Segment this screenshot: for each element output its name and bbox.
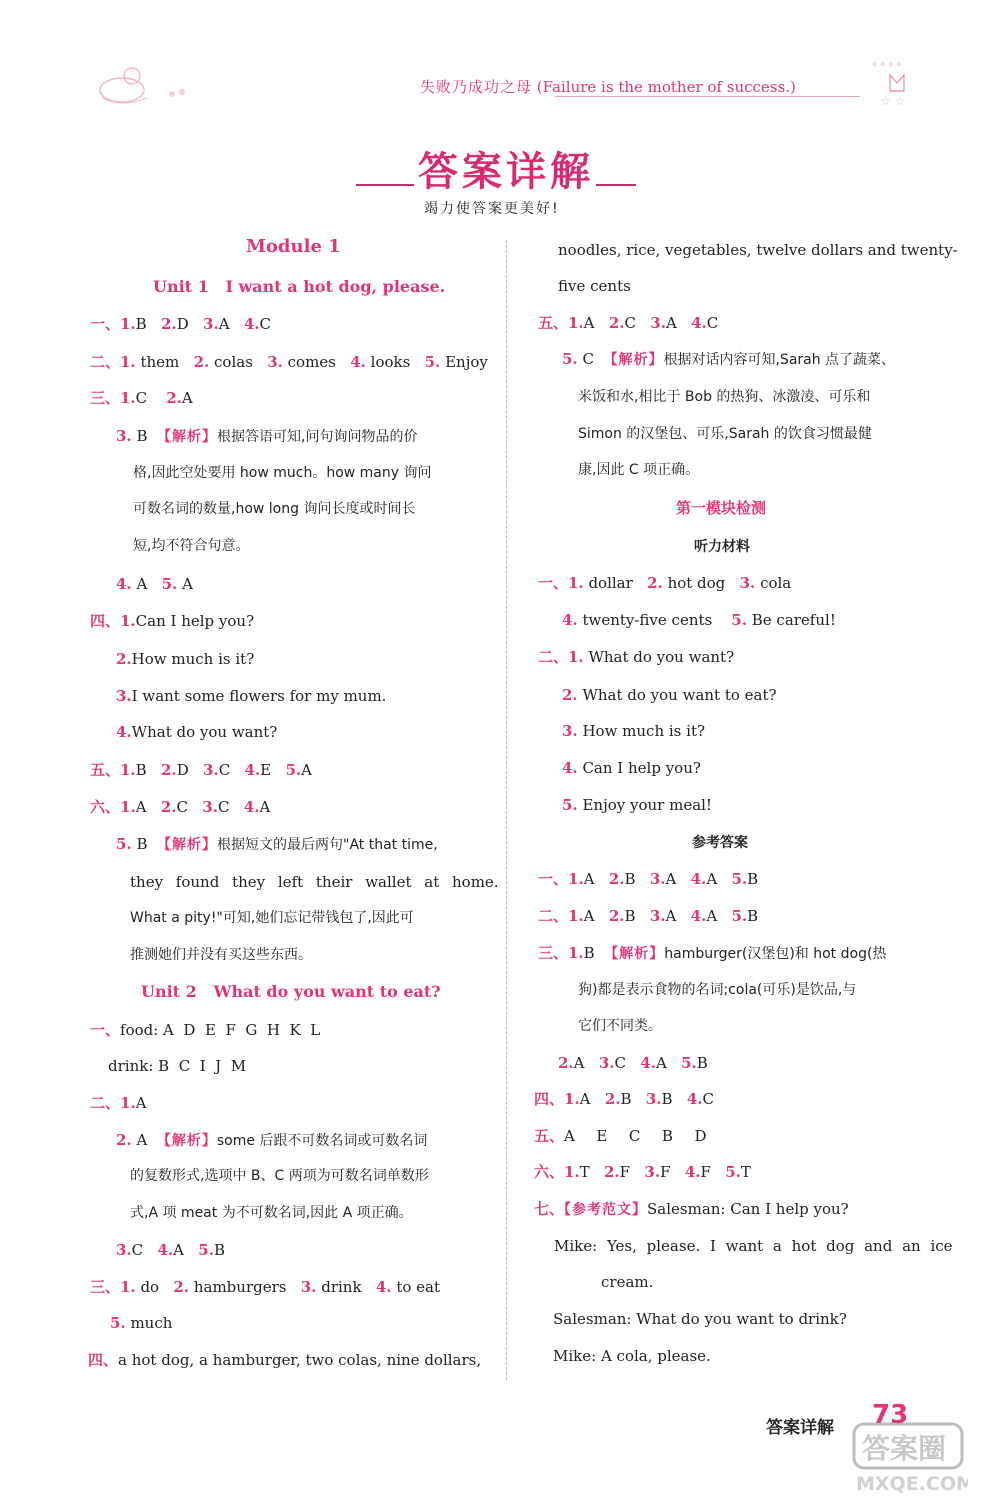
svg-text:* * * *: * * * * xyxy=(872,61,902,72)
A-row-1: 一、1.A 2.B 3.A 4.A 5.B xyxy=(538,870,759,888)
header-underline xyxy=(555,96,860,97)
A-explain-3-line3: 它们不同类。 xyxy=(578,1018,662,1034)
u1-row-4-4: 4.What do you want? xyxy=(116,723,278,741)
L-row-1: 一、1. dollar 2. hot dog 3. cola xyxy=(538,574,792,592)
title-left-rule xyxy=(356,184,414,186)
u1-row-2: 二、1. them 2. colas 3. comes 4. looks 5. Enjoy xyxy=(90,353,488,371)
A-essay-line3: cream. xyxy=(601,1273,654,1291)
A-row-3b: 2.A 3.C 4.A 5.B xyxy=(558,1054,708,1072)
footer-label: 答案详解 xyxy=(766,1418,834,1438)
bird-illustration-icon xyxy=(92,58,212,108)
u2-row-3b: 5. much xyxy=(110,1314,173,1332)
u1-explain-6: 5. B 【解析】根据短文的最后两句"At that time, xyxy=(116,835,438,853)
u1-explain-3-line3: 可数名词的数量,how long 询问长度或时间长 xyxy=(133,501,416,517)
svg-text:MXQE.COM: MXQE.COM xyxy=(856,1473,968,1495)
header-decoration-left xyxy=(92,58,212,108)
module-title: Module 1 xyxy=(246,236,341,257)
L-row-2-1: 二、1. What do you want? xyxy=(538,648,735,666)
L-row-2-2: 2. What do you want to eat? xyxy=(562,686,777,704)
u1-row-3: 三、1.C 2.A xyxy=(90,389,193,407)
reference-answer-title: 参考答案 xyxy=(692,835,748,851)
listening-title: 听力材料 xyxy=(694,539,750,555)
r-explain-5-line2: 米饭和水,相比于 Bob 的热狗、冰激凌、可乐和 xyxy=(578,389,871,405)
A-row-2: 二、1.A 2.B 3.A 4.A 5.B xyxy=(538,907,759,925)
u1-explain-3-line4: 短,均不符合句意。 xyxy=(133,538,250,554)
u1-row-1: 一、1.B 2.D 3.A 4.C xyxy=(90,315,272,333)
header-decoration-right xyxy=(862,55,942,110)
crown-decoration-icon xyxy=(862,55,942,110)
svg-text:答案圈: 答案圈 xyxy=(862,1432,947,1465)
u1-row-5: 五、1.B 2.D 3.C 4.E 5.A xyxy=(90,761,312,779)
A-essay-line2: Mike: Yes, please. I want a hot dog and an ice xyxy=(554,1237,953,1255)
A-explain-3-line2: 狗)都是表示食物的名词;cola(可乐)是饮品,与 xyxy=(578,982,857,998)
u1-row-6: 六、1.A 2.C 3.C 4.A xyxy=(90,798,271,816)
A-essay-line5: Mike: A cola, please. xyxy=(553,1347,711,1365)
unit1-title: Unit 1 I want a hot dog, please. xyxy=(153,277,446,296)
A-explain-3: 三、1.B 【解析】hamburger(汉堡包)和 hot dog(热 xyxy=(538,944,887,962)
A-row-7: 七、【参考范文】Salesman: Can I help you? xyxy=(534,1200,849,1218)
u2-explain-2-line2: 的复数形式,选项中 B、C 两项为可数名词单数形 xyxy=(130,1168,429,1184)
u1-row-3b: 4. A 5. A xyxy=(116,575,193,593)
A-row-6: 六、1.T 2.F 3.F 4.F 5.T xyxy=(534,1163,751,1181)
module-test-title: 第一模块检测 xyxy=(676,499,767,517)
u2-row-2: 二、1.A xyxy=(90,1094,147,1112)
r-explain-5: 5. C 【解析】根据对话内容可知,Sarah 点了蔬菜、 xyxy=(562,350,896,368)
u2-explain-2-line3: 式,A 项 meat 为不可数名词,因此 A 项正确。 xyxy=(130,1205,413,1221)
u1-explain-6-line4: 推测她们并没有买这些东西。 xyxy=(130,947,312,963)
motto-en: (Failure is the mother of success.) xyxy=(536,78,796,96)
column-divider xyxy=(506,240,507,1380)
r-continued-2: five cents xyxy=(558,277,631,295)
r-continued-1: noodles, rice, vegetables, twelve dollars and twenty- xyxy=(558,241,958,259)
motto-cn: 失败乃成功之母 xyxy=(420,78,533,96)
r-explain-5-line3: Simon 的汉堡包、可乐,Sarah 的饮食习惯最健 xyxy=(578,426,872,442)
u1-explain-3-line2: 格,因此空处要用 how much。how many 询问 xyxy=(133,465,432,481)
u1-row-4-3: 3.I want some flowers for my mum. xyxy=(116,687,387,705)
title-right-rule xyxy=(596,184,636,186)
u2-row-3: 三、1. do 2. hamburgers 3. drink 4. to eat xyxy=(90,1278,441,1296)
page-subtitle: 竭力使答案更美好! xyxy=(424,201,560,217)
svg-text:☆ ☆: ☆ ☆ xyxy=(880,94,906,108)
page-title: 答案详解 xyxy=(418,149,594,195)
A-row-4: 四、1.A 2.B 3.B 4.C xyxy=(534,1090,715,1108)
r-explain-5-line4: 康,因此 C 项正确。 xyxy=(578,462,700,478)
u2-row-1-drink: drink: B C I J M xyxy=(108,1057,247,1075)
page-number: 73 xyxy=(872,1400,909,1430)
A-row-5: 五、A E C B D xyxy=(534,1127,707,1145)
u2-row-1-food: 一、food: A D E F G H K L xyxy=(90,1021,321,1039)
r-row-5: 五、1.A 2.C 3.A 4.C xyxy=(538,314,719,332)
u1-explain-3: 3. B 【解析】根据答语可知,问句询问物品的价 xyxy=(116,427,418,445)
u2-row-2b: 3.C 4.A 5.B xyxy=(116,1241,225,1259)
u1-explain-6-line2: they found they left their wallet at home. xyxy=(130,873,499,891)
u2-row-4: 四、a hot dog, a hamburger, two colas, nine dollars, xyxy=(88,1351,482,1369)
L-row-2-4: 4. Can I help you? xyxy=(562,759,701,777)
watermark-logo xyxy=(848,1420,968,1495)
L-row-1b: 4. twenty-five cents 5. Be careful! xyxy=(562,611,836,629)
L-row-2-3: 3. How much is it? xyxy=(562,722,706,740)
header-motto xyxy=(420,76,796,97)
u1-row-4-2: 2.How much is it? xyxy=(116,650,255,668)
u2-explain-2: 2. A 【解析】some 后跟不可数名词或可数名词 xyxy=(116,1131,428,1149)
L-row-2-5: 5. Enjoy your meal! xyxy=(562,796,712,814)
u1-explain-6-line3: What a pity!"可知,她们忘记带钱包了,因此可 xyxy=(130,910,414,926)
watermark-badge-icon xyxy=(848,1420,968,1495)
unit2-title: Unit 2 What do you want to eat? xyxy=(141,982,441,1001)
u1-row-4-1: 四、1.Can I help you? xyxy=(90,612,255,630)
A-essay-line4: Salesman: What do you want to drink? xyxy=(553,1310,847,1328)
